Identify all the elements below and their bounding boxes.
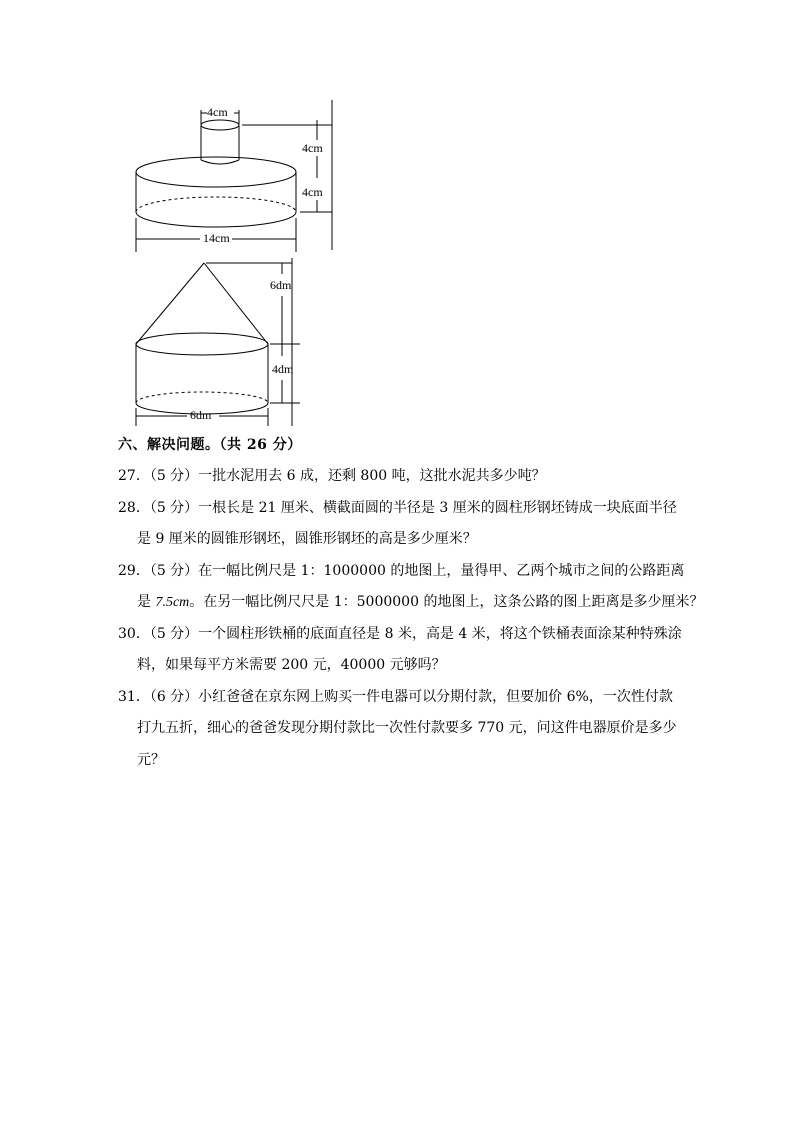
fig2-diameter-label: 6dm (190, 408, 212, 422)
question-30-line-2: 料，如果每平方米需要 200 元，40000 元够吗？ (137, 657, 446, 673)
fig1-top-height-label: 4cm (302, 141, 323, 155)
figure-cone-on-cylinder (132, 258, 300, 426)
stacked-cylinders-drawing (132, 100, 338, 252)
fig1-bottom-height-label: 4cm (302, 185, 323, 199)
question-29-line-2-suffix: 。在另一幅比例尺尺是 1：5000000 的地图上，这条公路的图上距离是多少厘米？ (189, 594, 704, 610)
question-31-line-3: 元？ (137, 752, 165, 768)
question-29-line-2-prefix: 是 (137, 594, 156, 610)
fig1-top-width-label: 4cm (207, 105, 228, 119)
question-31-line-1: 31．（6 分）小红爸爸在京东网上购买一件电器可以分期付款，但要加价 6%，一次性付款 (118, 689, 673, 705)
question-28-line-2: 是 9 厘米的圆锥形钢坯，圆锥形钢坯的高是多少厘米？ (137, 531, 477, 547)
question-31-line-2: 打九五折，细心的爸爸发现分期付款比一次性付款要多 770 元，问这件电器原价是多少 (137, 720, 677, 736)
question-29-line-2 (137, 592, 703, 613)
section-title: 六、解决问题。（共 26 分） (118, 437, 302, 453)
question-27-line-1: 27．（5 分）一批水泥用去 6 成，还剩 800 吨，这批水泥共多少吨？ (118, 468, 546, 484)
question-28-line-1: 28．（5 分）一根长是 21 厘米、横截面圆的半径是 3 厘米的圆柱形钢坯铸成一块底面半径 (118, 500, 677, 516)
question-30-line-1: 30．（5 分）一个圆柱形铁桶的底面直径是 8 米，高是 4 米，将这个铁桶表面涂某种特殊涂 (118, 626, 682, 642)
fig2-cylinder-height-label: 4dm (272, 362, 294, 376)
fig2-cone-height-label: 6dm (270, 278, 292, 292)
figure-stacked-cylinders (132, 100, 338, 252)
question-29-line-1: 29．（5 分）在一幅比例尺是 1：1000000 的地图上，量得甲、乙两个城市之间的公路距离 (118, 563, 685, 579)
fig1-bottom-width-label: 14cm (203, 231, 230, 245)
question-29-distance-value: 7.5cm (155, 595, 190, 610)
